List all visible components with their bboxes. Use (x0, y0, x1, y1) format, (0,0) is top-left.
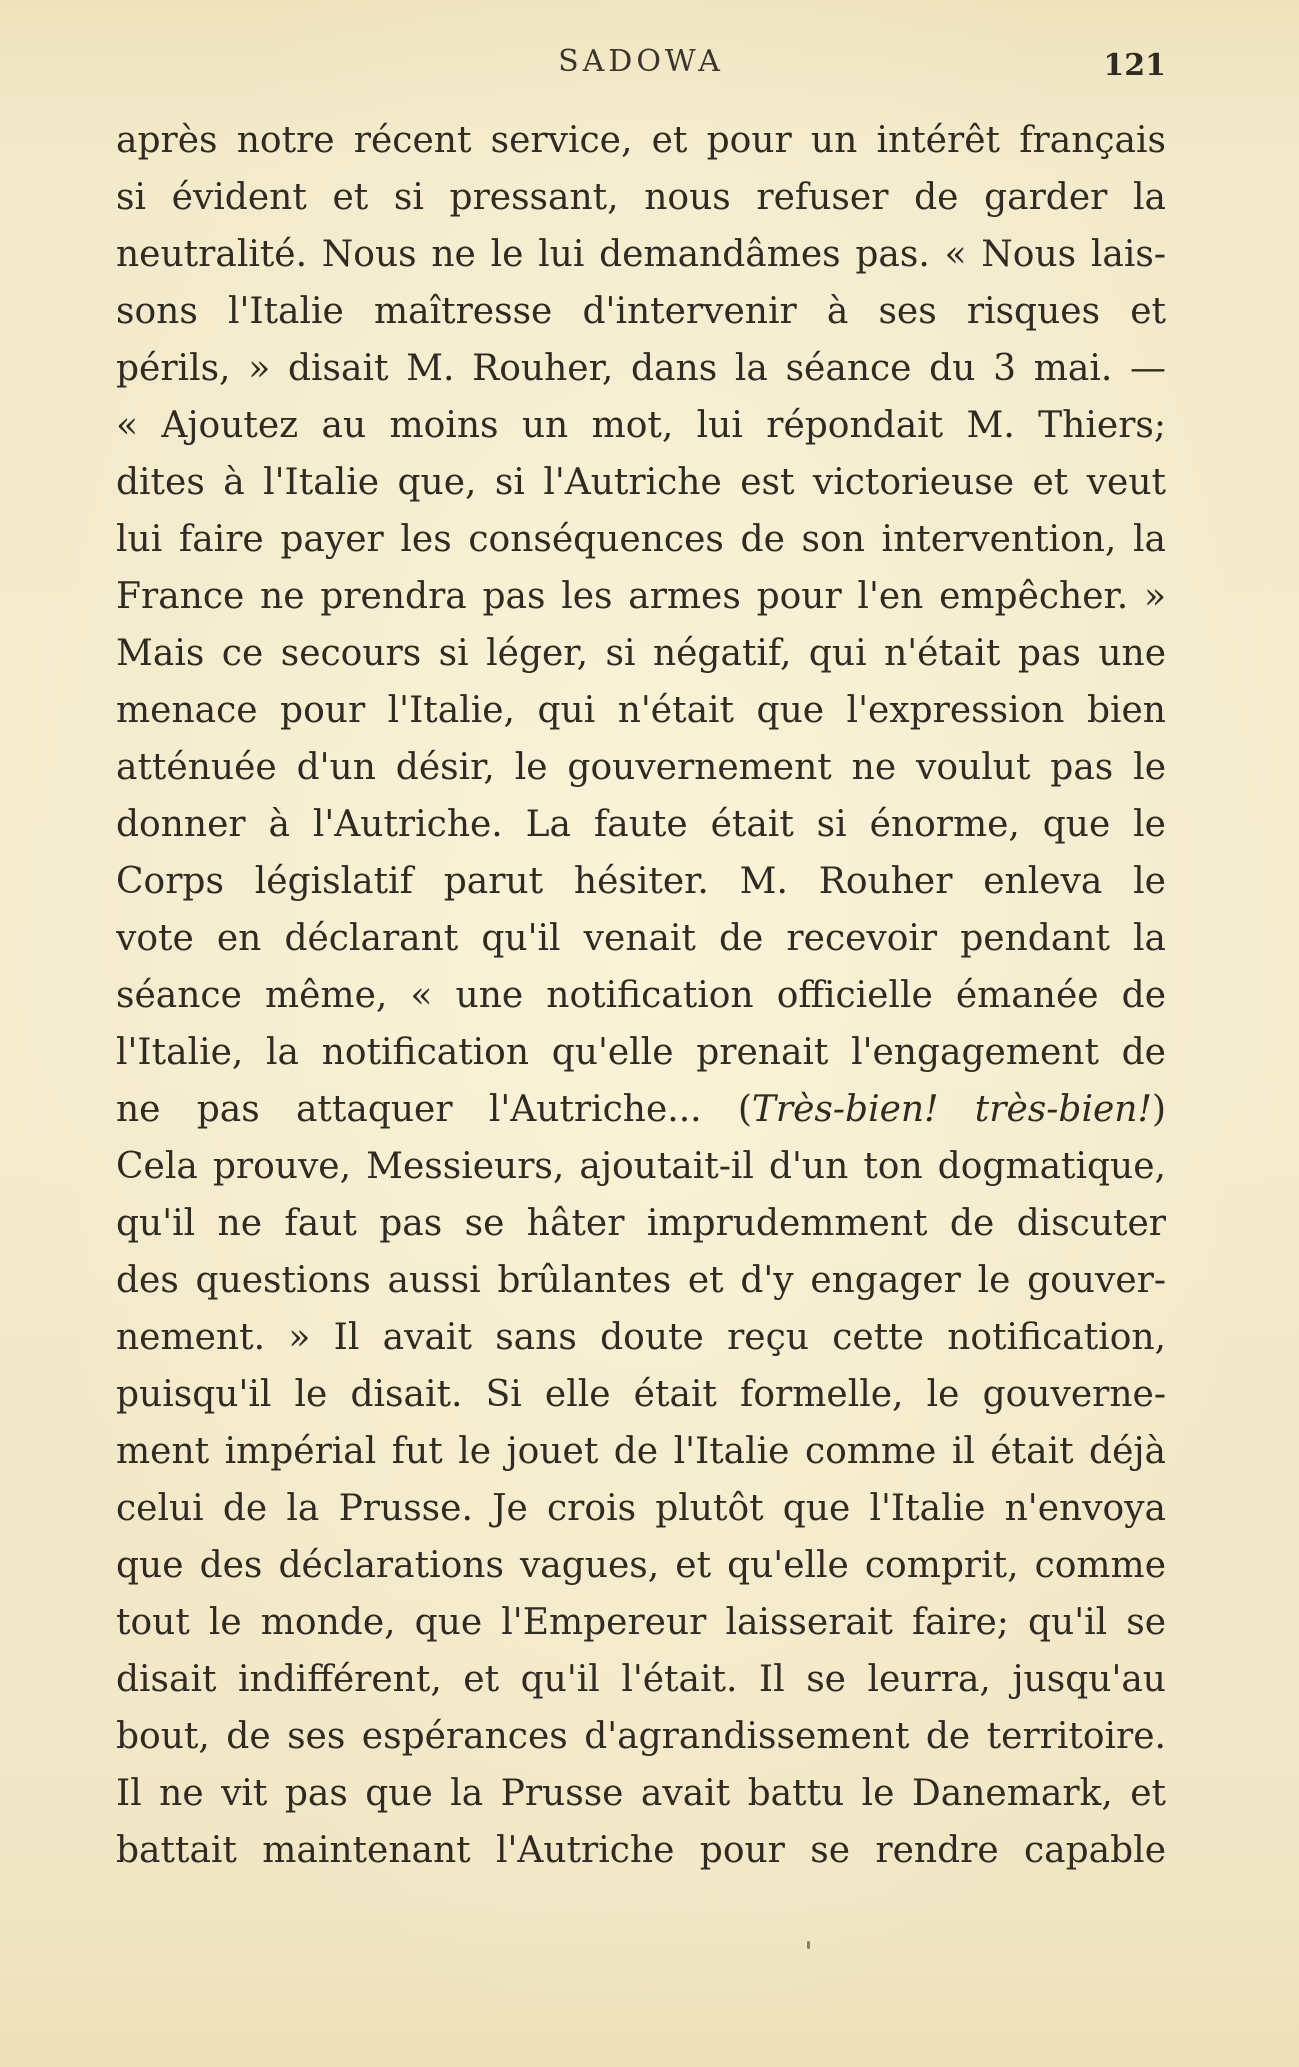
text-line: Il ne vit pas que la Prusse avait battu le Danemark, et (116, 1773, 1166, 1814)
text-line: séance même, « une notification officielle émanée de (116, 975, 1166, 1016)
text-line: neutralité. Nous ne le lui demandâmes pas. « Nous lais- (116, 234, 1166, 275)
text-line: puisqu'il le disait. Si elle était formelle, le gouverne- (116, 1374, 1166, 1415)
text-line: « Ajoutez au moins un mot, lui répondait M. Thiers; (116, 405, 1166, 446)
text-line: que des déclarations vagues, et qu'elle comprit, comme (116, 1545, 1166, 1586)
text-line: tout le monde, que l'Empereur laisserait faire; qu'il se (116, 1602, 1166, 1643)
text-segment: ) (1151, 1089, 1166, 1130)
italic-exclamation: Très-bien! très-bien! (751, 1089, 1152, 1130)
text-line: si évident et si pressant, nous refuser de garder la (116, 177, 1166, 218)
body-text (116, 112, 1166, 1879)
text-line: bout, de ses espérances d'agrandissement de territoire. (116, 1716, 1166, 1757)
text-line: lui faire payer les conséquences de son intervention, la (116, 519, 1166, 560)
text-line: qu'il ne faut pas se hâter imprudemment de discuter (116, 1203, 1166, 1244)
text-line (116, 1081, 1166, 1138)
page-number: 121 (1103, 48, 1166, 83)
text-line: dites à l'Italie que, si l'Autriche est victorieuse et veut (116, 462, 1166, 503)
text-line: atténuée d'un désir, le gouvernement ne voulut pas le (116, 747, 1166, 788)
text-line: sons l'Italie maîtresse d'intervenir à ses risques et (116, 291, 1166, 332)
paper-speck (807, 1941, 810, 1949)
text-line: donner à l'Autriche. La faute était si énorme, que le (116, 804, 1166, 845)
text-line: France ne prendra pas les armes pour l'en empêcher. » (116, 576, 1166, 617)
running-head: SADOWA (558, 44, 724, 79)
text-segment: ne pas attaquer l'Autriche... ( (116, 1089, 752, 1130)
text-line: vote en déclarant qu'il venait de recevoir pendant la (116, 918, 1166, 959)
text-line: après notre récent service, et pour un intérêt français (116, 120, 1166, 161)
text-line: l'Italie, la notification qu'elle prenait l'engagement de (116, 1032, 1166, 1073)
text-line: Cela prouve, Messieurs, ajoutait-il d'un ton dogmatique, (116, 1146, 1166, 1187)
text-line: nement. » Il avait sans doute reçu cette notification, (116, 1317, 1166, 1358)
text-line: des questions aussi brûlantes et d'y engager le gouver- (116, 1260, 1166, 1301)
text-line: ment impérial fut le jouet de l'Italie comme il était déjà (116, 1431, 1166, 1472)
text-line: battait maintenant l'Autriche pour se rendre capable (116, 1830, 1166, 1871)
text-line: Corps législatif parut hésiter. M. Rouher enleva le (116, 861, 1166, 902)
text-line: celui de la Prusse. Je crois plutôt que l'Italie n'envoya (116, 1488, 1166, 1529)
text-line: périls, » disait M. Rouher, dans la séance du 3 mai. — (116, 348, 1166, 389)
text-line: menace pour l'Italie, qui n'était que l'expression bien (116, 690, 1166, 731)
page-header (116, 44, 1166, 92)
text-line: disait indifférent, et qu'il l'était. Il se leurra, jusqu'au (116, 1659, 1166, 1700)
text-line: Mais ce secours si léger, si négatif, qui n'était pas une (116, 633, 1166, 674)
